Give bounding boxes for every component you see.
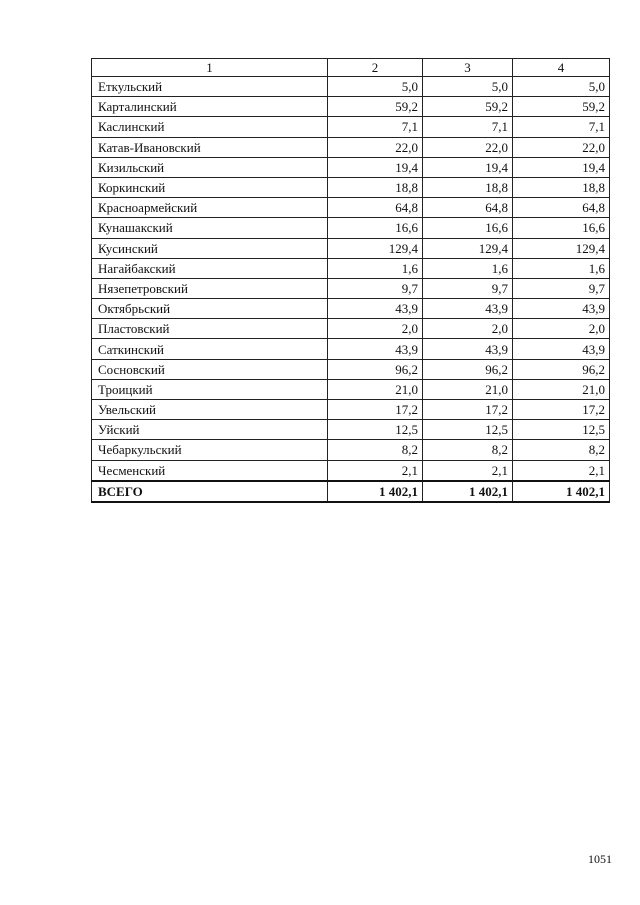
district-name-cell: Сосновский bbox=[92, 359, 328, 379]
value-cell-col4: 2,1 bbox=[513, 460, 610, 481]
value-cell-col4: 21,0 bbox=[513, 379, 610, 399]
column-header-4: 4 bbox=[513, 59, 610, 77]
table-row bbox=[92, 319, 610, 339]
column-header-2: 2 bbox=[328, 59, 423, 77]
table-row bbox=[92, 97, 610, 117]
value-cell-col3: 17,2 bbox=[423, 400, 513, 420]
value-cell-col2: 2,0 bbox=[328, 319, 423, 339]
district-name-cell: Кунашакский bbox=[92, 218, 328, 238]
value-cell-col2: 2,1 bbox=[328, 460, 423, 481]
district-name-cell: Чебаркульский bbox=[92, 440, 328, 460]
header-row bbox=[92, 59, 610, 77]
value-cell-col2: 129,4 bbox=[328, 238, 423, 258]
table-row bbox=[92, 238, 610, 258]
value-cell-col4: 43,9 bbox=[513, 299, 610, 319]
district-name-cell: Уйский bbox=[92, 420, 328, 440]
district-name-cell: Октябрьский bbox=[92, 299, 328, 319]
value-cell-col4: 59,2 bbox=[513, 97, 610, 117]
district-name-cell: Катав-Ивановский bbox=[92, 137, 328, 157]
value-cell-col2: 22,0 bbox=[328, 137, 423, 157]
district-name-cell: Саткинский bbox=[92, 339, 328, 359]
table-row bbox=[92, 460, 610, 481]
table-row bbox=[92, 258, 610, 278]
value-cell-col3: 43,9 bbox=[423, 339, 513, 359]
district-name-cell: Нязепетровский bbox=[92, 278, 328, 298]
value-cell-col2: 64,8 bbox=[328, 198, 423, 218]
value-cell-col4: 64,8 bbox=[513, 198, 610, 218]
table-row bbox=[92, 77, 610, 97]
column-header-3: 3 bbox=[423, 59, 513, 77]
district-name-cell: Увельский bbox=[92, 400, 328, 420]
value-cell-col2: 18,8 bbox=[328, 177, 423, 197]
value-cell-col2: 12,5 bbox=[328, 420, 423, 440]
total-value-col4: 1 402,1 bbox=[513, 481, 610, 502]
value-cell-col3: 59,2 bbox=[423, 97, 513, 117]
value-cell-col3: 19,4 bbox=[423, 157, 513, 177]
table-row bbox=[92, 339, 610, 359]
value-cell-col4: 2,0 bbox=[513, 319, 610, 339]
table-row bbox=[92, 440, 610, 460]
value-cell-col4: 18,8 bbox=[513, 177, 610, 197]
value-cell-col2: 1,6 bbox=[328, 258, 423, 278]
value-cell-col2: 9,7 bbox=[328, 278, 423, 298]
value-cell-col4: 5,0 bbox=[513, 77, 610, 97]
table-row bbox=[92, 137, 610, 157]
total-label-cell: ВСЕГО bbox=[92, 481, 328, 502]
value-cell-col4: 1,6 bbox=[513, 258, 610, 278]
table-row bbox=[92, 379, 610, 399]
table-body bbox=[92, 59, 610, 502]
district-name-cell: Коркинский bbox=[92, 177, 328, 197]
column-header-1: 1 bbox=[92, 59, 328, 77]
value-cell-col2: 16,6 bbox=[328, 218, 423, 238]
value-cell-col3: 96,2 bbox=[423, 359, 513, 379]
value-cell-col4: 9,7 bbox=[513, 278, 610, 298]
district-name-cell: Пластовский bbox=[92, 319, 328, 339]
district-name-cell: Троицкий bbox=[92, 379, 328, 399]
district-name-cell: Каслинский bbox=[92, 117, 328, 137]
value-cell-col4: 19,4 bbox=[513, 157, 610, 177]
total-row bbox=[92, 481, 610, 502]
value-cell-col3: 1,6 bbox=[423, 258, 513, 278]
page-number: 1051 bbox=[588, 852, 612, 866]
value-cell-col2: 21,0 bbox=[328, 379, 423, 399]
value-cell-col3: 5,0 bbox=[423, 77, 513, 97]
value-cell-col3: 21,0 bbox=[423, 379, 513, 399]
district-values-table bbox=[91, 58, 610, 503]
value-cell-col4: 17,2 bbox=[513, 400, 610, 420]
value-cell-col2: 59,2 bbox=[328, 97, 423, 117]
table-row bbox=[92, 117, 610, 137]
table-row bbox=[92, 420, 610, 440]
value-cell-col2: 17,2 bbox=[328, 400, 423, 420]
district-name-cell: Кизильский bbox=[92, 157, 328, 177]
table-row bbox=[92, 198, 610, 218]
value-cell-col4: 12,5 bbox=[513, 420, 610, 440]
value-cell-col4: 8,2 bbox=[513, 440, 610, 460]
table-row bbox=[92, 400, 610, 420]
district-name-cell: Чесменский bbox=[92, 460, 328, 481]
value-cell-col2: 19,4 bbox=[328, 157, 423, 177]
value-cell-col3: 43,9 bbox=[423, 299, 513, 319]
value-cell-col4: 43,9 bbox=[513, 339, 610, 359]
total-value-col2: 1 402,1 bbox=[328, 481, 423, 502]
total-value-col3: 1 402,1 bbox=[423, 481, 513, 502]
value-cell-col3: 7,1 bbox=[423, 117, 513, 137]
value-cell-col3: 2,0 bbox=[423, 319, 513, 339]
value-cell-col3: 12,5 bbox=[423, 420, 513, 440]
value-cell-col3: 18,8 bbox=[423, 177, 513, 197]
value-cell-col2: 7,1 bbox=[328, 117, 423, 137]
value-cell-col4: 129,4 bbox=[513, 238, 610, 258]
value-cell-col2: 43,9 bbox=[328, 339, 423, 359]
value-cell-col2: 8,2 bbox=[328, 440, 423, 460]
value-cell-col3: 2,1 bbox=[423, 460, 513, 481]
value-cell-col4: 22,0 bbox=[513, 137, 610, 157]
value-cell-col3: 22,0 bbox=[423, 137, 513, 157]
value-cell-col4: 96,2 bbox=[513, 359, 610, 379]
district-name-cell: Еткульский bbox=[92, 77, 328, 97]
district-name-cell: Карталинский bbox=[92, 97, 328, 117]
value-cell-col4: 16,6 bbox=[513, 218, 610, 238]
value-cell-col3: 64,8 bbox=[423, 198, 513, 218]
value-cell-col4: 7,1 bbox=[513, 117, 610, 137]
value-cell-col3: 8,2 bbox=[423, 440, 513, 460]
value-cell-col3: 129,4 bbox=[423, 238, 513, 258]
value-cell-col2: 5,0 bbox=[328, 77, 423, 97]
table-row bbox=[92, 177, 610, 197]
table-row bbox=[92, 359, 610, 379]
value-cell-col3: 16,6 bbox=[423, 218, 513, 238]
district-name-cell: Нагайбакский bbox=[92, 258, 328, 278]
table-row bbox=[92, 299, 610, 319]
value-cell-col2: 96,2 bbox=[328, 359, 423, 379]
value-cell-col3: 9,7 bbox=[423, 278, 513, 298]
table-row bbox=[92, 218, 610, 238]
district-name-cell: Кусинский bbox=[92, 238, 328, 258]
district-name-cell: Красноармейский bbox=[92, 198, 328, 218]
table-row bbox=[92, 278, 610, 298]
value-cell-col2: 43,9 bbox=[328, 299, 423, 319]
table-row bbox=[92, 157, 610, 177]
